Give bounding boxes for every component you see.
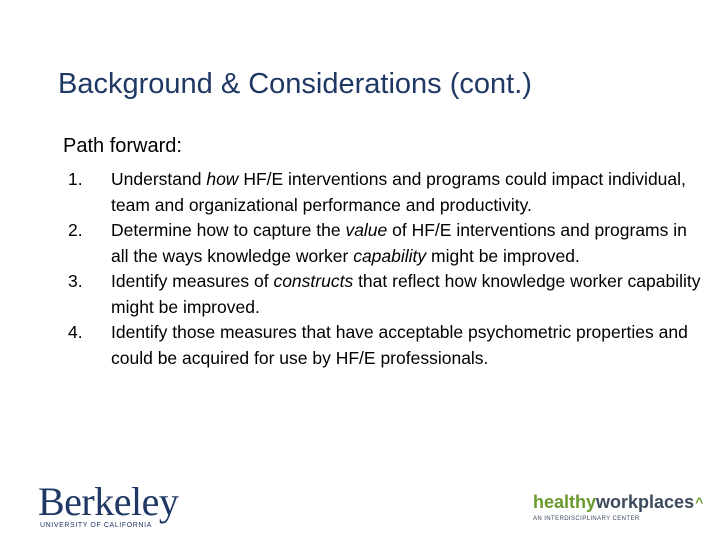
list-number: 4. — [68, 322, 83, 342]
list-number: 3. — [68, 271, 83, 291]
list-item-text — [111, 169, 686, 215]
berkeley-subtitle: UNIVERSITY OF CALIFORNIA — [40, 522, 152, 529]
emphasis-text: how — [206, 169, 239, 189]
text-run: Identify those measures that have acceptable psychometric properties and could be acquired for use by HF/E professionals. — [111, 322, 688, 368]
emphasis-text: capability — [353, 245, 427, 266]
healthy-text: healthy — [533, 492, 597, 512]
list-number: 2. — [68, 220, 83, 240]
list-item — [68, 167, 708, 218]
emphasis-text: value — [345, 220, 388, 240]
considerations-list — [68, 167, 708, 371]
caret-up-icon: ^ — [695, 494, 704, 510]
emphasis-text: constructs — [273, 271, 354, 291]
text-run: Understand — [111, 169, 207, 189]
text-run: might be improved. — [426, 245, 580, 266]
healthy-workplaces-subtitle: AN INTERDISCIPLINARY CENTER — [533, 516, 640, 522]
healthy-workplaces-wordmark — [533, 492, 708, 512]
list-item — [68, 320, 708, 371]
list-item — [68, 218, 708, 269]
list-item-text — [111, 220, 687, 266]
text-run: HF/E interventions and programs could impact individual, team and organizational performance and productivity. — [111, 169, 686, 215]
slide-title: Background & Considerations (cont.) — [58, 68, 532, 100]
list-item-text — [111, 271, 700, 317]
text-run: Identify measures of — [111, 271, 274, 291]
list-item-text — [111, 322, 688, 368]
text-run: Determine how to capture the — [111, 220, 346, 240]
path-forward-label: Path forward: — [63, 135, 182, 157]
berkeley-logo — [38, 479, 179, 529]
healthy-workplaces-logo — [533, 492, 708, 522]
workplaces-text: workplaces — [596, 492, 695, 512]
list-item — [68, 269, 708, 320]
berkeley-wordmark: Berkeley — [38, 479, 179, 524]
list-number: 1. — [68, 169, 83, 189]
text-run: that reflect how knowledge worker capability might be improved. — [111, 271, 701, 317]
text-run: of HF/E interventions and programs in all the ways knowledge worker — [111, 220, 687, 266]
